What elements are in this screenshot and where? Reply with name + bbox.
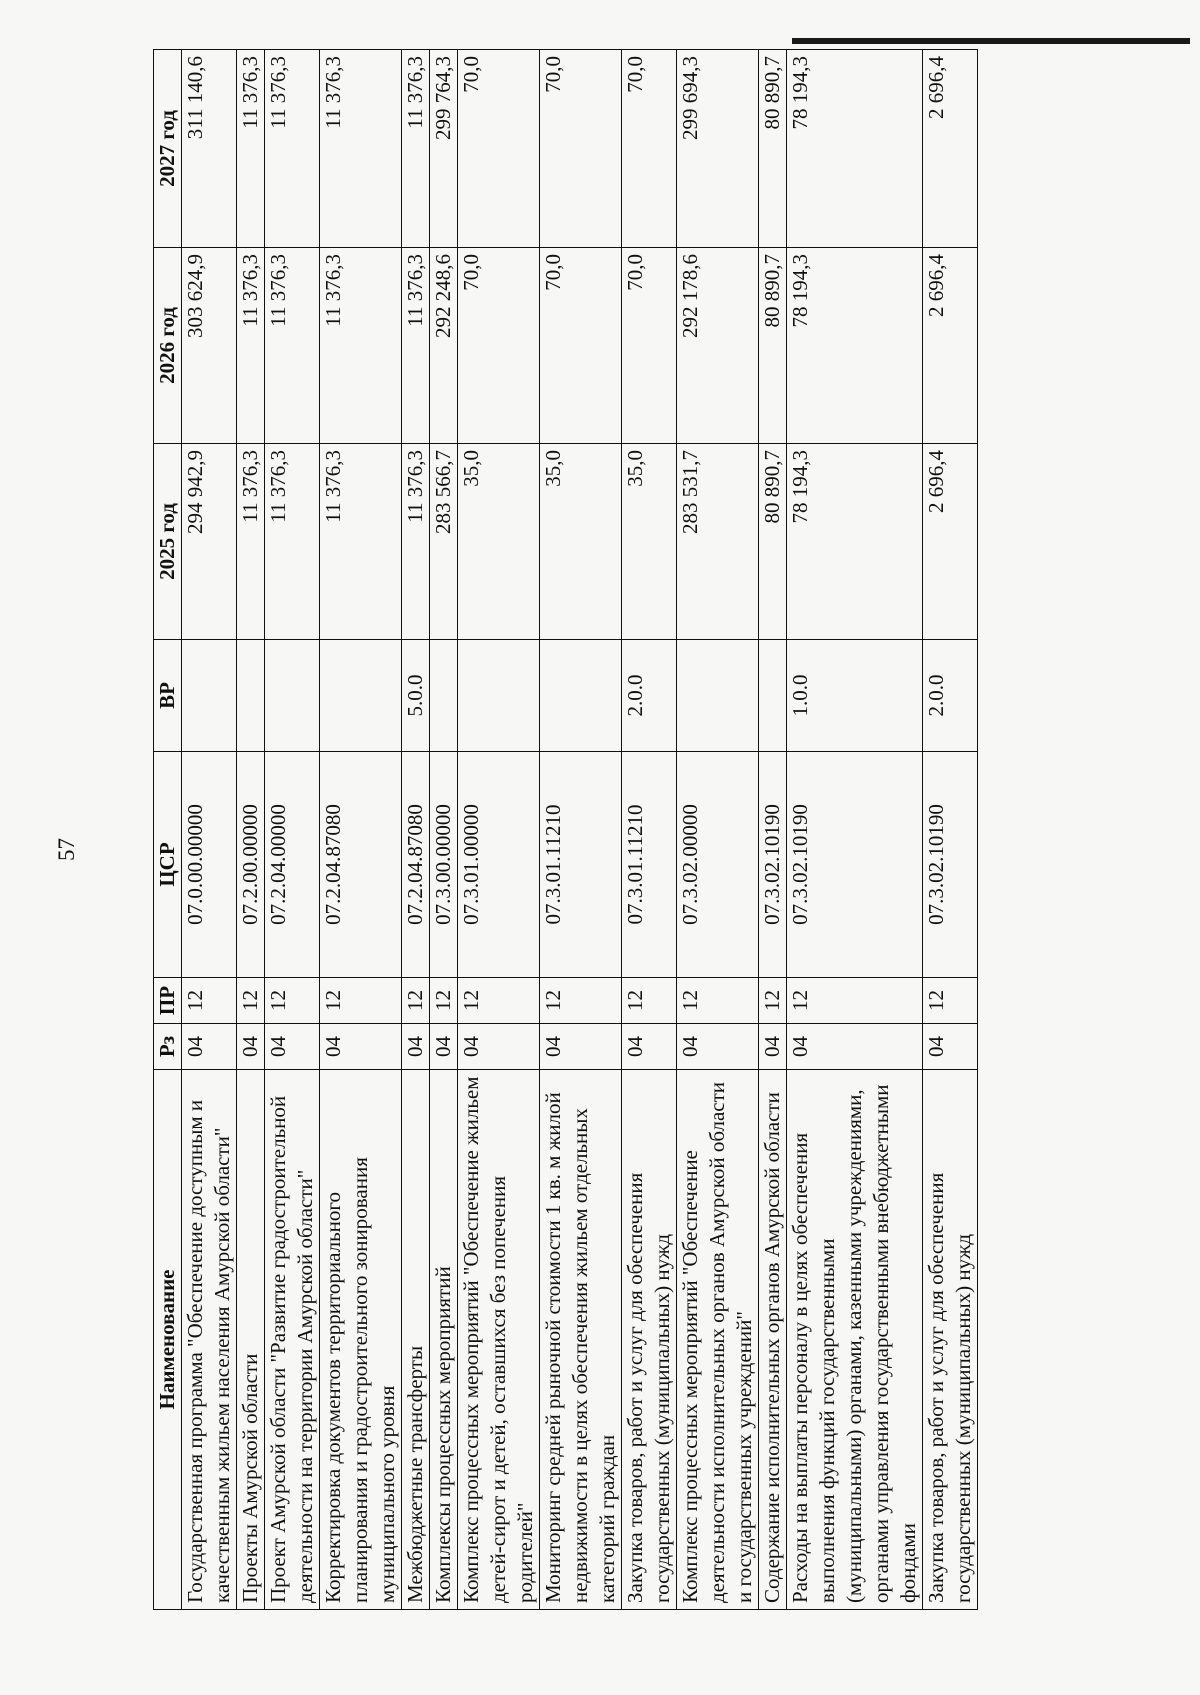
cell-name: Комплекс процессных мероприятий "Обеспечение жильем детей-сирот и детей, оставшихся без попечения родителей" [458,1070,540,1610]
cell-2026: 80 890,7 [759,248,787,444]
budget-table-rotated [153,50,1103,1610]
cell-2026: 70,0 [540,248,622,444]
cell-rz: 04 [402,1024,430,1070]
cell-vr [237,640,265,752]
cell-2026: 11 376,3 [265,248,320,444]
cell-name: Межбюджетные трансферты [402,1070,430,1610]
table-row [265,50,320,1610]
table-row [430,50,458,1610]
cell-rz: 04 [787,1024,923,1070]
table-row [320,50,402,1610]
header-vr: ВР [154,640,182,752]
cell-name: Мониторинг средней рыночной стоимости 1 кв. м жилой недвижимости в целях обеспечения жильем отдельных категорий граждан [540,1070,622,1610]
cell-vr: 2.0.0 [622,640,677,752]
cell-2026: 303 624,9 [182,248,237,444]
cell-2026: 11 376,3 [320,248,402,444]
cell-csr: 07.3.01.11210 [540,752,622,978]
cell-name: Комплексы процессных мероприятий [430,1070,458,1610]
cell-pr: 12 [430,978,458,1024]
cell-2025: 11 376,3 [320,444,402,640]
cell-csr: 07.3.01.11210 [622,752,677,978]
cell-2027: 70,0 [458,50,540,248]
cell-2025: 11 376,3 [265,444,320,640]
cell-rz: 04 [237,1024,265,1070]
table-header-row [154,50,182,1610]
cell-2025: 80 890,7 [759,444,787,640]
cell-csr: 07.3.02.10190 [759,752,787,978]
cell-pr: 12 [923,978,978,1024]
cell-vr [677,640,759,752]
table-row [182,50,237,1610]
cell-2027: 311 140,6 [182,50,237,248]
cell-pr: 12 [320,978,402,1024]
cell-csr: 07.3.02.10190 [923,752,978,978]
cell-vr: 1.0.0 [787,640,923,752]
cell-2027: 78 194,3 [787,50,923,248]
cell-rz: 04 [265,1024,320,1070]
header-pr: ПР [154,978,182,1024]
cell-2026: 11 376,3 [402,248,430,444]
cell-2025: 35,0 [622,444,677,640]
cell-name: Проект Амурской области "Развитие градостроительной деятельности на территории Амурской области" [265,1070,320,1610]
cell-pr: 12 [182,978,237,1024]
cell-vr [182,640,237,752]
cell-pr: 12 [402,978,430,1024]
cell-2025: 11 376,3 [402,444,430,640]
cell-rz: 04 [677,1024,759,1070]
cell-csr: 07.2.04.87080 [402,752,430,978]
cell-2027: 299 694,3 [677,50,759,248]
cell-pr: 12 [622,978,677,1024]
cell-name: Расходы на выплаты персоналу в целях обеспечения выполнения функций государственными (муниципальными) органами, казенными учреждениями, органами управления государственными внебюджетными фондами [787,1070,923,1610]
cell-rz: 04 [622,1024,677,1070]
table-row [622,50,677,1610]
cell-pr: 12 [458,978,540,1024]
cell-2027: 2 696,4 [923,50,978,248]
cell-pr: 12 [265,978,320,1024]
cell-pr: 12 [677,978,759,1024]
cell-csr: 07.2.04.00000 [265,752,320,978]
cell-2025: 283 566,7 [430,444,458,640]
table-row [458,50,540,1610]
header-2026: 2026 год [154,248,182,444]
cell-2027: 70,0 [540,50,622,248]
cell-2025: 294 942,9 [182,444,237,640]
cell-2027: 11 376,3 [237,50,265,248]
table-row [677,50,759,1610]
cell-2025: 283 531,7 [677,444,759,640]
cell-csr: 07.2.04.87080 [320,752,402,978]
header-rz: Рз [154,1024,182,1070]
scan-edge-bar [792,38,1190,44]
cell-2027: 11 376,3 [402,50,430,248]
cell-2025: 35,0 [540,444,622,640]
cell-name: Закупка товаров, работ и услуг для обеспечения государственных (муниципальных) нужд [622,1070,677,1610]
cell-2027: 11 376,3 [265,50,320,248]
cell-rz: 04 [320,1024,402,1070]
cell-2026: 292 248,6 [430,248,458,444]
cell-pr: 12 [237,978,265,1024]
budget-table [153,49,978,1610]
cell-vr [320,640,402,752]
cell-rz: 04 [759,1024,787,1070]
table-row [237,50,265,1610]
header-csr: ЦСР [154,752,182,978]
cell-2026: 70,0 [622,248,677,444]
cell-csr: 07.3.02.00000 [677,752,759,978]
cell-vr [458,640,540,752]
cell-rz: 04 [182,1024,237,1070]
cell-name: Содержание исполнительных органов Амурской области [759,1070,787,1610]
cell-2025: 11 376,3 [237,444,265,640]
cell-2027: 299 764,3 [430,50,458,248]
cell-csr: 07.3.02.10190 [787,752,923,978]
cell-csr: 07.3.01.00000 [458,752,540,978]
cell-2026: 78 194,3 [787,248,923,444]
cell-2025: 78 194,3 [787,444,923,640]
cell-vr [540,640,622,752]
header-2027: 2027 год [154,50,182,248]
cell-2025: 35,0 [458,444,540,640]
cell-vr [759,640,787,752]
cell-csr: 07.2.00.00000 [237,752,265,978]
cell-vr [430,640,458,752]
cell-2027: 80 890,7 [759,50,787,248]
cell-2026: 2 696,4 [923,248,978,444]
cell-csr: 07.0.00.00000 [182,752,237,978]
table-row [787,50,923,1610]
cell-name: Закупка товаров, работ и услуг для обеспечения государственных (муниципальных) нужд [923,1070,978,1610]
cell-name: Государственная программа "Обеспечение доступным и качественным жильем населения Амурской области" [182,1070,237,1610]
cell-pr: 12 [759,978,787,1024]
cell-vr: 2.0.0 [923,640,978,752]
cell-rz: 04 [430,1024,458,1070]
cell-2026: 70,0 [458,248,540,444]
cell-2026: 292 178,6 [677,248,759,444]
cell-rz: 04 [923,1024,978,1070]
table-row [540,50,622,1610]
cell-pr: 12 [540,978,622,1024]
header-2025: 2025 год [154,444,182,640]
table-row [759,50,787,1610]
page-number: 57 [54,838,79,861]
cell-2027: 11 376,3 [320,50,402,248]
header-name: Наименование [154,1070,182,1610]
cell-rz: 04 [540,1024,622,1070]
cell-vr: 5.0.0 [402,640,430,752]
cell-2026: 11 376,3 [237,248,265,444]
cell-name: Корректировка документов территориального планирования и градостроительного зонирования муниципального уровня [320,1070,402,1610]
cell-2025: 2 696,4 [923,444,978,640]
cell-2027: 70,0 [622,50,677,248]
cell-pr: 12 [787,978,923,1024]
cell-name: Комплекс процессных мероприятий "Обеспечение деятельности исполнительных органов Амурской области и государственных учреждений" [677,1070,759,1610]
table-row [923,50,978,1610]
table-row [402,50,430,1610]
cell-csr: 07.3.00.00000 [430,752,458,978]
cell-vr [265,640,320,752]
cell-rz: 04 [458,1024,540,1070]
cell-name: Проекты Амурской области [237,1070,265,1610]
